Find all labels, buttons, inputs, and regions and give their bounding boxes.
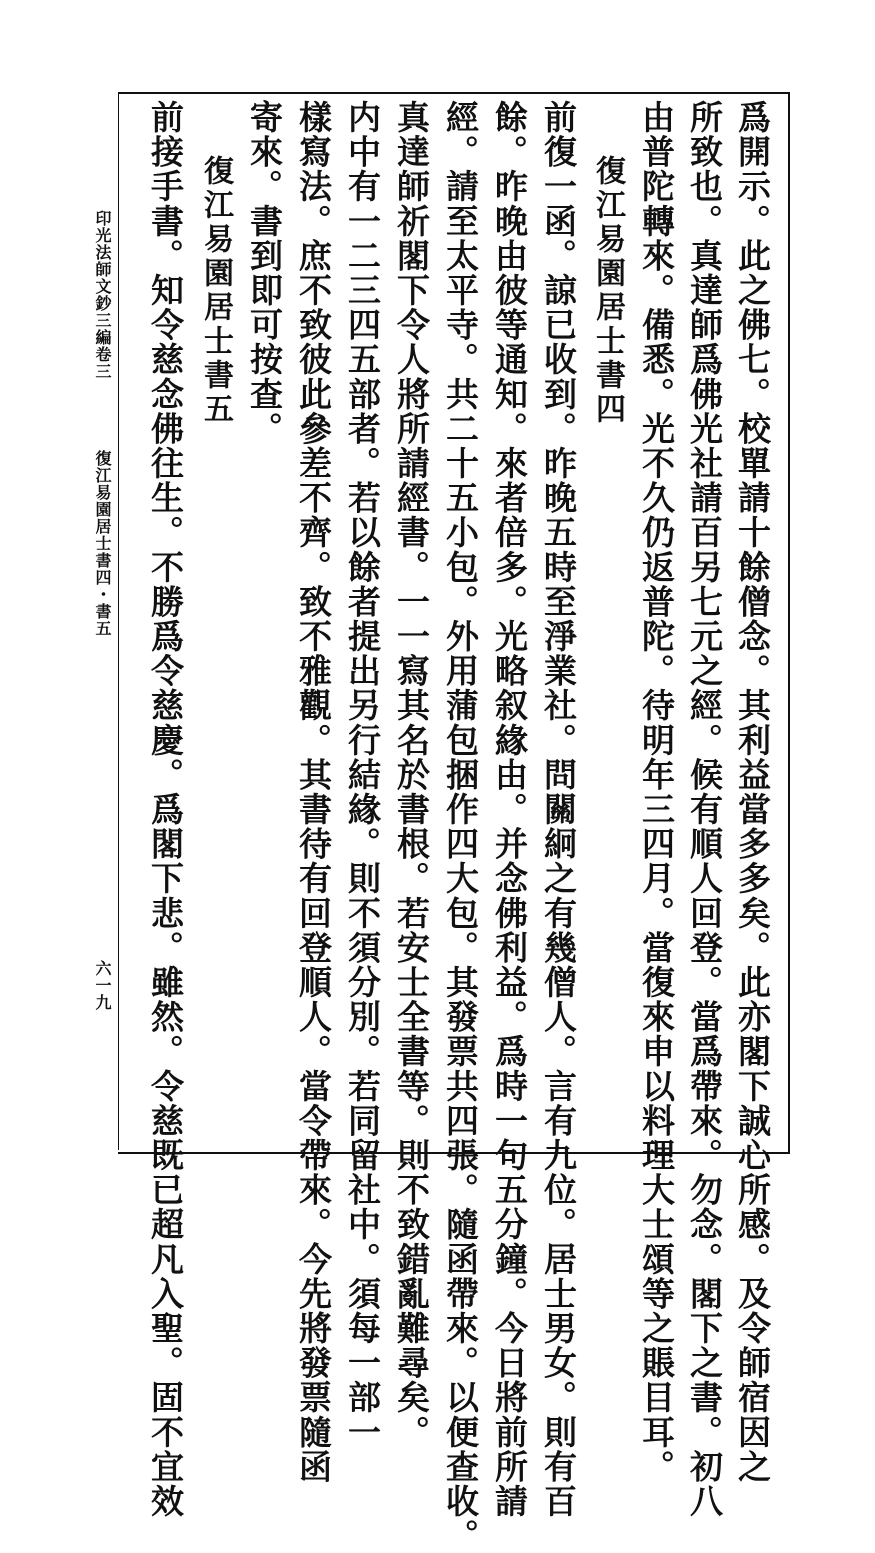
text-line-3: 由普陀轉來。備悉。光不久仍返普陀。待明年三四月。當復來申以料理大士頌等之賬目耳。	[637, 100, 676, 1484]
page-number: 六一九	[93, 960, 112, 1011]
margin-divider	[118, 92, 119, 1150]
text-line-2: 所致也。真達師爲佛光社請百另七元之經。候有順人回登。當爲帶來。勿念。閣下之書。初八	[685, 100, 724, 1519]
letter-heading-4: 復江易園居士書四	[590, 155, 625, 427]
section-title: 復江易園居士書四・書五	[93, 450, 112, 637]
book-title: 印光法師文鈔三編卷三	[93, 210, 112, 380]
text-line-13: 前接手書。知令慈念佛往生。不勝爲令慈慶。爲閣下悲。雖然。令慈既已超凡入聖。固不宜效	[146, 100, 185, 1519]
text-line-10: 樣寫法。庶不致彼此參差不齊。致不雅觀。其書待有回登順人。當令帶來。今先將發票隨函	[294, 100, 333, 1484]
text-line-5: 前復一函。諒已收到。昨晚五時至淨業社。問關絅之有幾僧人。言有九位。居士男女。則有百	[539, 100, 578, 1519]
text-line-7: 經。請至太平寺。共二十五小包。外用蒲包捆作四大包。其發票共四張。隨函帶來。以便查收。	[441, 100, 480, 1553]
text-line-9: 内中有一二三四五部者。若以餘者提出另行結緣。則不須分別。若同留社中。須每一部一	[343, 100, 382, 1450]
text-line-8: 真達師祈閣下令人將所請經書。一一寫其名於書根。若安士全書等。則不致錯亂難尋矣。	[392, 100, 431, 1450]
text-line-1: 爲開示。此之佛七。校單請十餘僧念。其利益當多多矣。此亦閣下誠心所感。及令師宿因之	[733, 100, 772, 1484]
text-line-6: 餘。昨晚由彼等通知。來者倍多。光略叙緣由。并念佛利益。爲時一句五分鐘。今日將前所請	[490, 100, 529, 1519]
letter-heading-5: 復江易園居士書五	[198, 155, 233, 427]
text-line-11: 寄來。書到即可按查。	[245, 100, 284, 446]
